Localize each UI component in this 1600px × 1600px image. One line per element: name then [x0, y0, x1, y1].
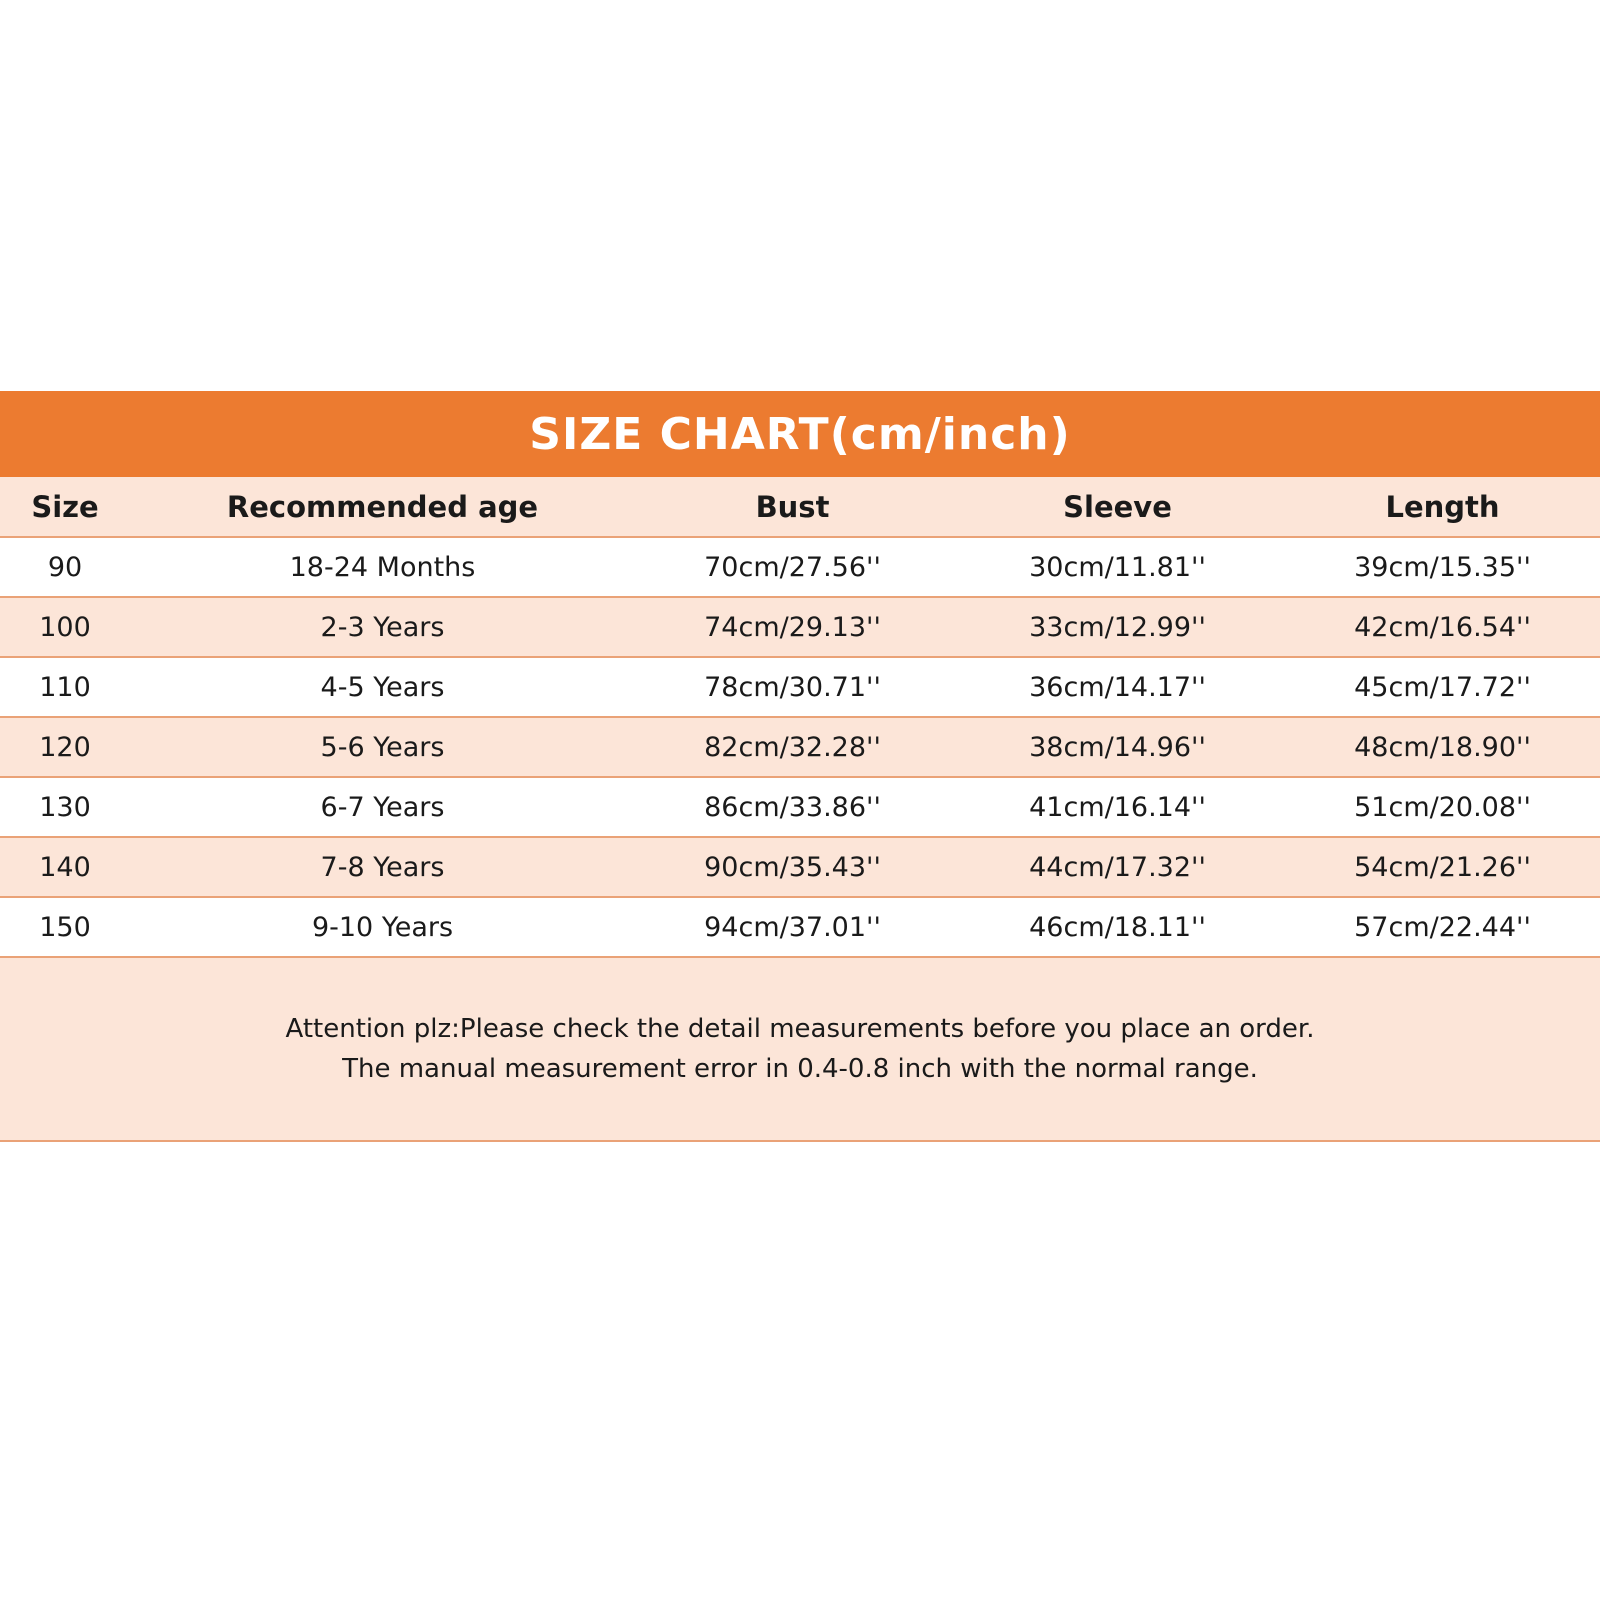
table-row: [0, 598, 1600, 658]
header-bust: Bust: [755, 489, 830, 524]
cell-bust: 94cm/37.01'': [704, 911, 881, 943]
size-chart-title: SIZE CHART(cm/inch): [529, 408, 1071, 460]
cell-sleeve: 46cm/18.11'': [1029, 911, 1206, 943]
cell-recommended-age: 9-10 Years: [311, 911, 454, 943]
cell-length: 48cm/18.90'': [1354, 731, 1531, 763]
cell-length: 57cm/22.44'': [1354, 911, 1531, 943]
cell-recommended-age: 6-7 Years: [320, 791, 445, 823]
cell-sleeve: 30cm/11.81'': [1029, 551, 1206, 583]
cell-length: 45cm/17.72'': [1354, 671, 1531, 703]
cell-recommended-age: 7-8 Years: [320, 851, 445, 883]
cell-recommended-age: 4-5 Years: [320, 671, 445, 703]
cell-bust: 90cm/35.43'': [704, 851, 881, 883]
table-row: [0, 658, 1600, 718]
measurement-error-note: The manual measurement error in 0.4-0.8 inch with the normal range.: [342, 1054, 1258, 1084]
attention-note: Attention plz:Please check the detail measurements before you place an order.: [285, 1014, 1315, 1044]
cell-length: 39cm/15.35'': [1354, 551, 1531, 583]
cell-recommended-age: 18-24 Months: [289, 551, 476, 583]
cell-size: 100: [39, 611, 91, 643]
cell-recommended-age: 2-3 Years: [320, 611, 445, 643]
table-header-row: [0, 477, 1600, 538]
cell-sleeve: 36cm/14.17'': [1029, 671, 1206, 703]
cell-sleeve: 41cm/16.14'': [1029, 791, 1206, 823]
cell-recommended-age: 5-6 Years: [320, 731, 445, 763]
cell-size: 90: [47, 551, 83, 583]
table-row: [0, 718, 1600, 778]
cell-bust: 86cm/33.86'': [704, 791, 881, 823]
table-row: [0, 778, 1600, 838]
cell-sleeve: 33cm/12.99'': [1029, 611, 1206, 643]
cell-size: 150: [39, 911, 91, 943]
cell-size: 130: [39, 791, 91, 823]
size-chart: [0, 391, 1600, 1142]
cell-sleeve: 38cm/14.96'': [1029, 731, 1206, 763]
cell-size: 120: [39, 731, 91, 763]
table-row: [0, 898, 1600, 958]
cell-bust: 82cm/32.28'': [704, 731, 881, 763]
cell-sleeve: 44cm/17.32'': [1029, 851, 1206, 883]
cell-size: 140: [39, 851, 91, 883]
cell-length: 51cm/20.08'': [1354, 791, 1531, 823]
size-chart-title-bar: [0, 391, 1600, 477]
cell-length: 42cm/16.54'': [1354, 611, 1531, 643]
cell-size: 110: [39, 671, 91, 703]
header-sleeve: Sleeve: [1063, 489, 1172, 524]
cell-length: 54cm/21.26'': [1354, 851, 1531, 883]
cell-bust: 74cm/29.13'': [704, 611, 881, 643]
header-recommended-age: Recommended age: [226, 489, 539, 524]
cell-bust: 70cm/27.56'': [704, 551, 881, 583]
measurement-notes: [0, 958, 1600, 1142]
header-length: Length: [1385, 489, 1500, 524]
table-row: [0, 538, 1600, 598]
header-size: Size: [31, 489, 99, 524]
cell-bust: 78cm/30.71'': [704, 671, 881, 703]
table-row: [0, 838, 1600, 898]
